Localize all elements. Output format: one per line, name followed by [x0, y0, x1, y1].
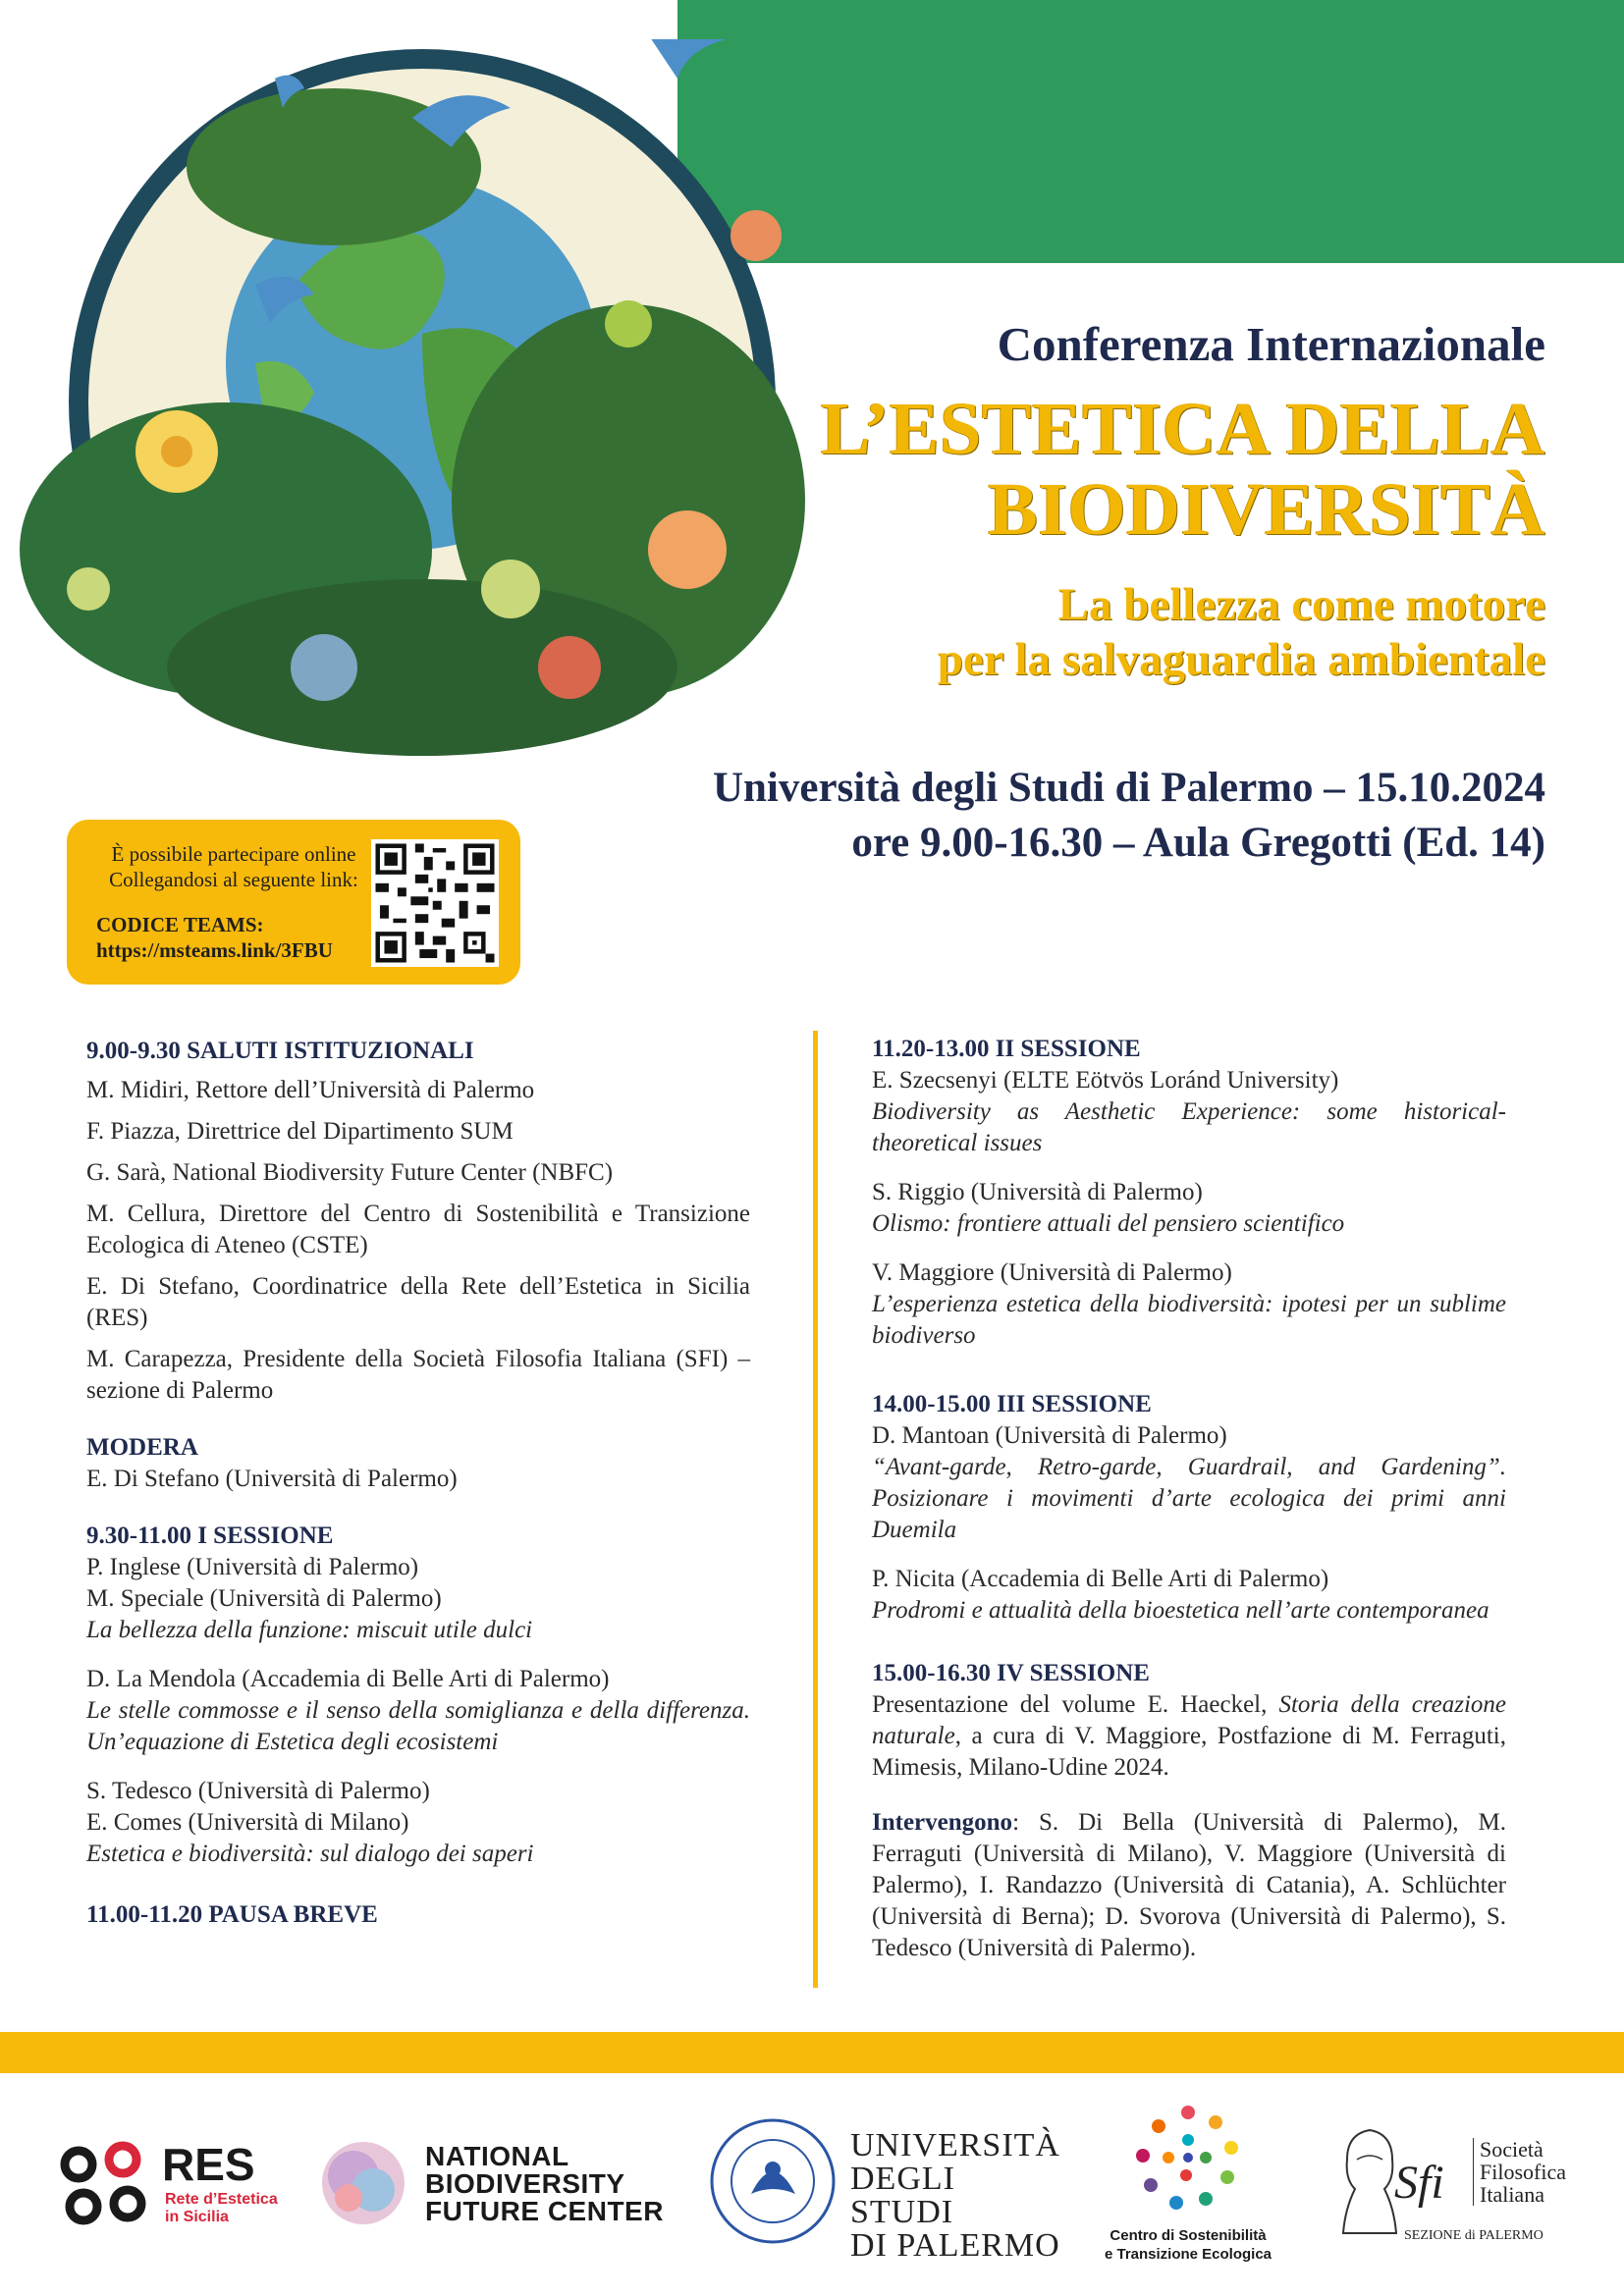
speaker: E. Szecsenyi (ELTE Eötvös Loránd University) [872, 1067, 1339, 1094]
speaker: V. Maggiore (Università di Palermo) [872, 1259, 1232, 1286]
session-heading: 15.00-16.30 IV SESSIONE [872, 1660, 1150, 1686]
venue-line-2: ore 9.00-16.30 – Aula Gregotti (Ed. 14) [851, 820, 1545, 866]
subtitle-line-2: per la salvaguardia ambientale [937, 634, 1545, 685]
talk-title: Prodromi e attualità della bioestetica nell’arte contemporanea [872, 1597, 1489, 1624]
unipa-logo [707, 2115, 1060, 2264]
res-subtitle [165, 2191, 278, 2226]
venue-line-1: Università degli Studi di Palermo – 15.10.2024 [712, 765, 1545, 811]
session-2 [872, 1034, 1506, 1352]
speaker: M. Cellura, Direttore del Centro di Sostenibilità e Transizione Ecologica di Ateneo (CSTE) [86, 1201, 750, 1258]
book-pre: Presentazione del volume E. Haeckel, [872, 1691, 1279, 1718]
unipa-line-1: UNIVERSITÀ [850, 2127, 1060, 2163]
cste-line-1: Centro di Sostenibilità [1110, 2227, 1267, 2244]
res-sub-2: in Sicilia [165, 2209, 229, 2225]
earth-biodiversity-illustration [0, 39, 805, 785]
speaker: M. Carapezza, Presidente della Società Filosofia Italiana (SFI) – sezione di Palermo [86, 1346, 750, 1404]
nbfc-name [425, 2143, 664, 2225]
speaker: M. Speciale (Università di Palermo) [86, 1585, 442, 1612]
session-4 [872, 1658, 1506, 1964]
page-subtitle [938, 577, 1545, 687]
qr-code[interactable] [371, 839, 499, 967]
cste-line-2: e Transizione Ecologica [1104, 2246, 1272, 2263]
page-title [821, 389, 1545, 550]
speaker: F. Piazza, Direttrice del Dipartimento SUM [86, 1118, 514, 1145]
teams-link[interactable]: https://msteams.link/3FBU [96, 938, 333, 962]
session-1 [86, 1521, 750, 1870]
moderator-block [86, 1432, 750, 1495]
participants-list: : S. Di Bella (Università di Palermo), M. Ferraguti (Università di Milano), V. Maggiore (Università di Palermo), I. Randazzo (Università di Catania), A. Schlüchter (Università di Berna); D. Svorova (Università di Palermo), S. Tedesco (Università di Palermo). [872, 1809, 1506, 1961]
speaker: E. Comes (Università di Milano) [86, 1809, 409, 1836]
res-name: RES [162, 2139, 255, 2190]
talk-title: La bellezza della funzione: miscuit utile dulci [86, 1617, 533, 1643]
nbfc-logo [319, 2135, 673, 2233]
speaker: P. Inglese (Università di Palermo) [86, 1554, 419, 1580]
sfi-name [1473, 2138, 1566, 2206]
talk-title: L’esperienza estetica della biodiversità: ipotesi per un sublime biodiverso [872, 1291, 1506, 1349]
sfi-line-3: Italiana [1480, 2182, 1544, 2207]
participants-label: Intervengono [872, 1809, 1013, 1836]
title-line-2: BIODIVERSITÀ [988, 468, 1545, 551]
speaker: S. Riggio (Università di Palermo) [872, 1179, 1203, 1205]
talk-title: Biodiversity as Aesthetic Experience: some historical-theoretical issues [872, 1098, 1506, 1156]
unipa-seal-icon [707, 2115, 839, 2248]
unipa-line-2: DEGLI STUDI [850, 2161, 955, 2230]
subtitle-line-1: La bellezza come motore [1057, 579, 1545, 630]
talk-title: Estetica e biodiversità: sul dialogo dei saperi [86, 1841, 534, 1867]
sfi-logo [1335, 2120, 1581, 2258]
column-divider [813, 1031, 818, 1988]
sfi-line-2: Filosofica [1480, 2160, 1566, 2184]
speaker: E. Di Stefano (Università di Palermo) [86, 1466, 458, 1492]
sfi-line-1: Società [1480, 2137, 1543, 2162]
speaker: D. La Mendola (Accademia di Belle Arti di Palermo) [86, 1666, 610, 1692]
online-line-2: Collegandosi al seguente link: [109, 868, 358, 891]
pause-heading: 11.00-11.20 PAUSA BREVE [86, 1901, 378, 1928]
session-3 [872, 1389, 1506, 1627]
sfi-mark: Sfi [1394, 2157, 1444, 2209]
session-greetings [86, 1036, 750, 1407]
cste-dots-icon [1129, 2101, 1247, 2218]
res-logo-mark [49, 2130, 157, 2238]
conference-label: Conferenza Internazionale [997, 317, 1545, 371]
nbfc-line-2: BIODIVERSITY [425, 2168, 625, 2199]
speaker: G. Sarà, National Biodiversity Future Center (NBFC) [86, 1159, 614, 1186]
participants [872, 1807, 1506, 1964]
session-heading: 9.30-11.00 I SESSIONE [86, 1522, 334, 1549]
unipa-name [850, 2129, 1060, 2263]
teams-code-label: CODICE TEAMS: [96, 913, 264, 936]
book-title: Storia della creazione naturale [872, 1691, 1506, 1749]
speaker: M. Midiri, Rettore dell’Università di Palermo [86, 1077, 535, 1103]
book-post: , a cura di V. Maggiore, Postfazione di M. Ferraguti, Mimesis, Milano-Udine 2024. [872, 1723, 1506, 1781]
teams-code [96, 912, 333, 963]
top-green-band [677, 0, 1624, 263]
res-logo [49, 2130, 285, 2238]
venue-date [713, 761, 1545, 871]
program-left-column [86, 1036, 750, 1931]
session-heading: 9.00-9.30 SALUTI ISTITUZIONALI [86, 1038, 474, 1064]
session-heading: 14.00-15.00 III SESSIONE [872, 1391, 1152, 1417]
sfi-section: SEZIONE di PALERMO [1404, 2228, 1543, 2243]
cste-logo [1090, 2101, 1286, 2277]
online-participation-box [67, 820, 520, 985]
nbfc-line-3: FUTURE CENTER [425, 2196, 664, 2226]
speaker: E. Di Stefano, Coordinatrice della Rete dell’Estetica in Sicilia (RES) [86, 1273, 750, 1331]
talk-title: Le stelle commosse e il senso della somiglianza e della differenza. Un’equazione di Estetica degli ecosistemi [86, 1697, 750, 1755]
program-right-column [872, 1036, 1506, 1990]
talk-title: Olismo: frontiere attuali del pensiero scientifico [872, 1210, 1345, 1237]
speaker: D. Mantoan (Università di Palermo) [872, 1422, 1227, 1449]
nbfc-line-1: NATIONAL [425, 2141, 569, 2171]
speaker: S. Tedesco (Università di Palermo) [86, 1778, 430, 1804]
session-heading: MODERA [86, 1434, 198, 1461]
cste-name [1090, 2226, 1286, 2264]
online-info [96, 841, 371, 892]
talk-title: “Avant-garde, Retro-garde, Guardrail, and Gardening”. Posizionare i movimenti d’arte ecologica dei primi anni Duemila [872, 1454, 1506, 1543]
res-sub-1: Rete d’Estetica [165, 2191, 278, 2208]
online-line-1: È possibile partecipare online [111, 842, 356, 866]
book-presentation [872, 1689, 1506, 1784]
speaker: P. Nicita (Accademia di Belle Arti di Palermo) [872, 1566, 1329, 1592]
unipa-line-3: DI PALERMO [850, 2227, 1060, 2264]
session-heading: 11.20-13.00 II SESSIONE [872, 1036, 1141, 1062]
title-line-1: L’ESTETICA DELLA [820, 388, 1545, 470]
nbfc-globe-icon [319, 2139, 407, 2227]
bottom-yellow-band [0, 2032, 1624, 2073]
